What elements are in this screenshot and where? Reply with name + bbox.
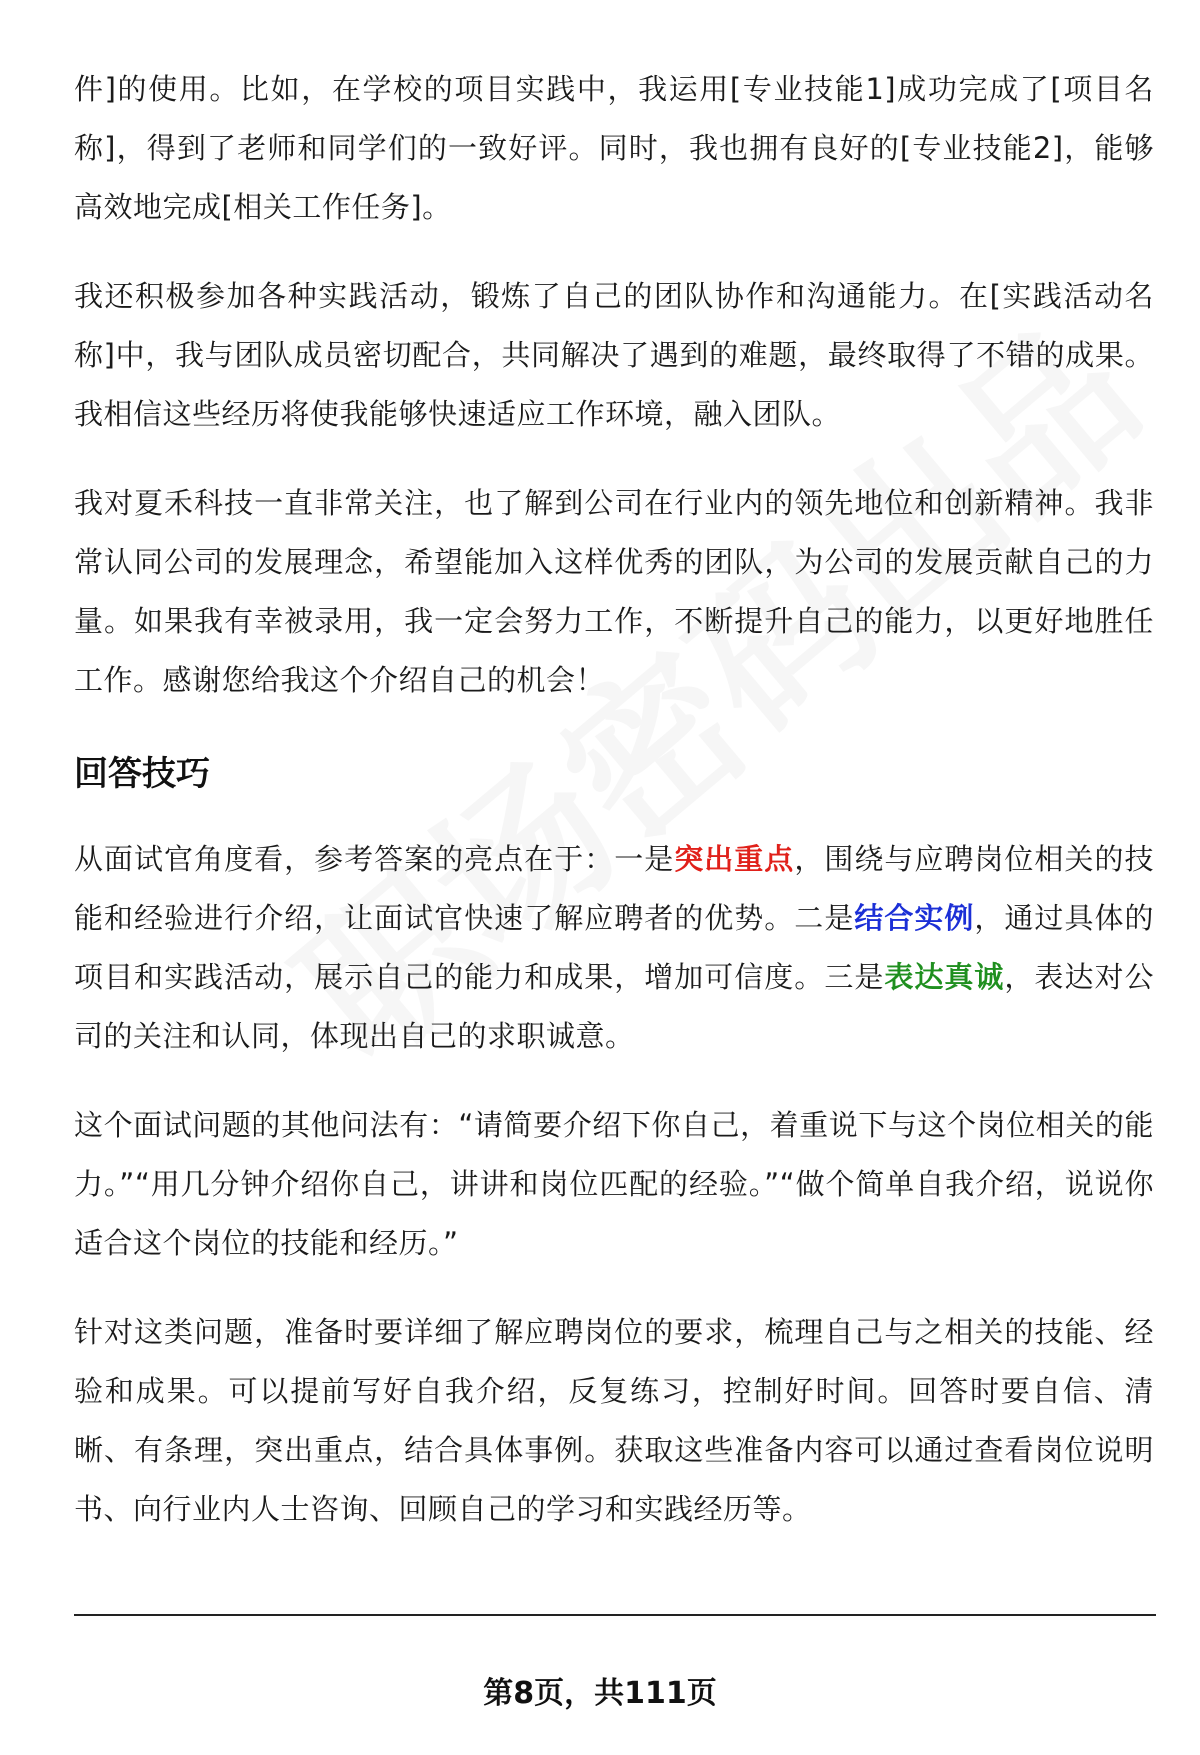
page-number: 第8页，共111页: [483, 1676, 717, 1711]
paragraph-company: 我对夏禾科技一直非常关注，也了解到公司在行业内的领先地位和创新精神。我非常认同公司的发展理念，希望能加入这样优秀的团队，为公司的发展贡献自己的力量。如果我有幸被录用，我一定会努力工作，不断提升自己的能力，以更好地胜任工作。感谢您给我这个介绍自己的机会！: [74, 486, 1154, 697]
document-page: [74, 60, 1154, 1539]
highlight-key-points: 突出重点: [674, 842, 795, 876]
highlight-sincerity: 表达真诚: [884, 960, 1005, 994]
highlight-examples: 结合实例: [854, 901, 975, 935]
paragraph-practice: 我还积极参加各种实践活动，锻炼了自己的团队协作和沟通能力。在[实践活动名称]中，我与团队成员密切配合，共同解决了遇到的难题，最终取得了不错的成果。我相信这些经历将使我能够快速适应工作环境，融入团队。: [74, 279, 1154, 431]
tips-text-2: ，围绕与应聘岗位相关的技能和经验进行介绍，让面试官快速了解应聘者的优势。二是: [74, 842, 1154, 935]
paragraph-alternatives: 这个面试问题的其他问法有：“请简要介绍下你自己，着重说下与这个岗位相关的能力。”“用几分钟介绍你自己，讲讲和岗位匹配的经验。”“做个简单自我介绍，说说你适合这个岗位的技能和经历。”: [74, 1108, 1154, 1260]
footer-divider: [74, 1614, 1156, 1616]
paragraph-skills: 件]的使用。比如，在学校的项目实践中，我运用[专业技能1]成功完成了[项目名称]，得到了老师和同学们的一致好评。同时，我也拥有良好的[专业技能2]，能够高效地完成[相关工作任务]。: [74, 72, 1154, 224]
paragraph-tips: [74, 830, 1154, 1066]
tips-text-3: ，通过具体的项目和实践活动，展示自己的能力和成果，增加可信度。三是: [74, 901, 1154, 994]
section-title: 回答技巧: [74, 754, 210, 794]
paragraph-preparation: 针对这类问题，准备时要详细了解应聘岗位的要求，梳理自己与之相关的技能、经验和成果。可以提前写好自我介绍，反复练习，控制好时间。回答时要自信、清晰、有条理，突出重点，结合具体事例。获取这些准备内容可以通过查看岗位说明书、向行业内人士咨询、回顾自己的学习和实践经历等。: [74, 1315, 1154, 1526]
tips-text-1: 从面试官角度看，参考答案的亮点在于：一是: [74, 842, 675, 876]
tips-text-4: ，表达对公司的关注和认同，体现出自己的求职诚意。: [74, 960, 1154, 1053]
